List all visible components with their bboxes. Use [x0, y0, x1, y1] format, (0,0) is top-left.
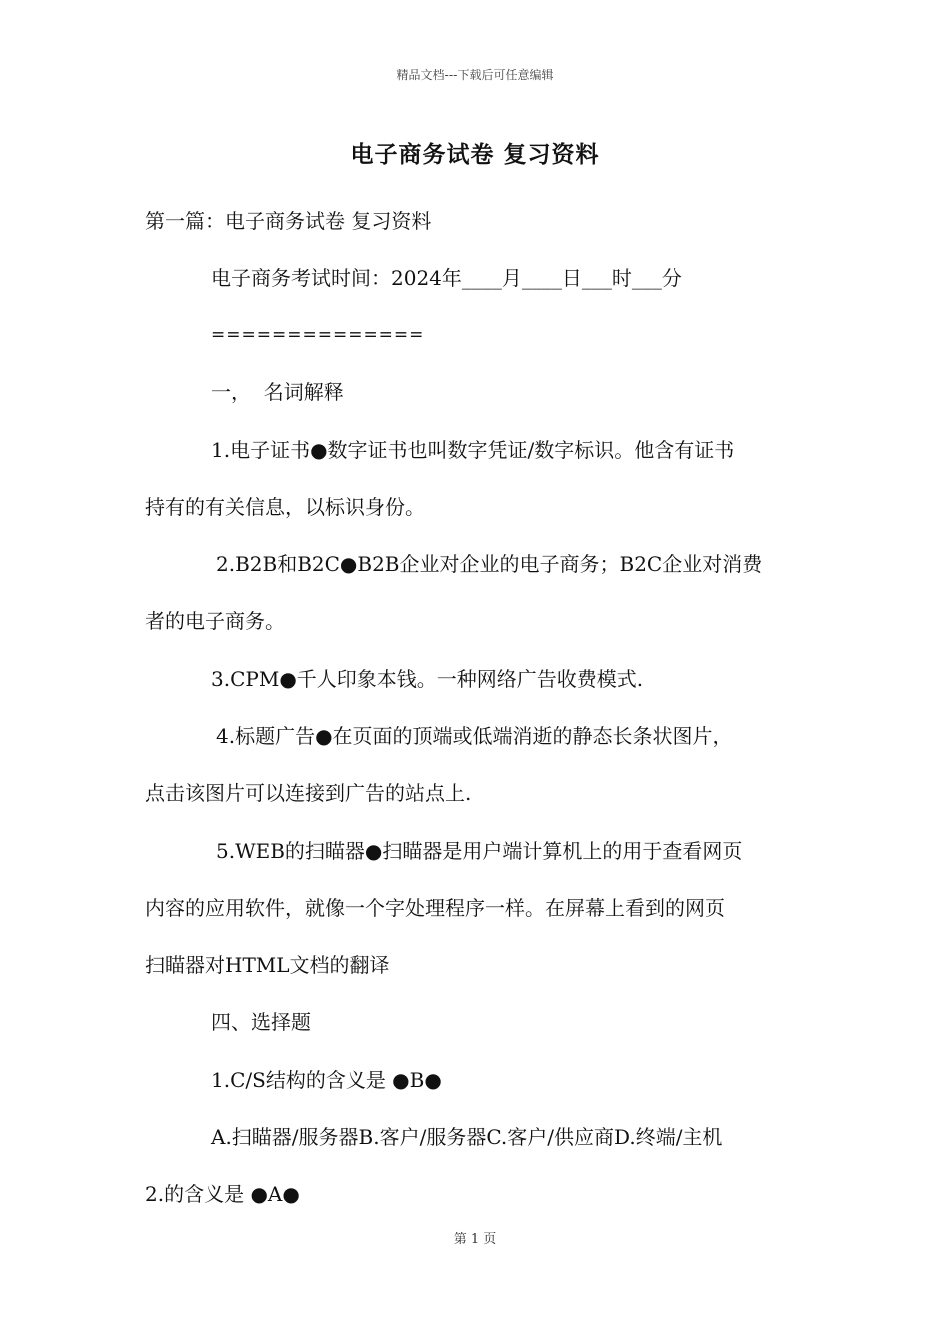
paragraph-line: 内容的应用软件，就像一个字处理程序一样。在屏幕上看到的网页 [145, 896, 725, 920]
section-heading: 第一篇：电子商务试卷 复习资料 [145, 209, 432, 233]
question-line: 1.C/S结构的含义是 ●B● [211, 1068, 442, 1092]
document-title: 电子商务试卷 复习资料 [350, 142, 600, 168]
header-note: 精品文档---下载后可任意编辑 [396, 68, 554, 82]
part-heading-terms: 一， 名词解释 [211, 380, 344, 404]
paragraph-line: 2.B2B和B2C●B2B企业对企业的电子商务；B2C企业对消费 [216, 552, 763, 576]
page-number: 第 1 页 [453, 1232, 497, 1247]
question-line: 2.的含义是 ●A● [145, 1182, 300, 1206]
exam-time-line: 电子商务考试时间：2024年____月____日___时___分 [211, 266, 682, 290]
paragraph-line: 扫瞄器对HTML文档的翻译 [145, 953, 390, 977]
paragraph-line: 者的电子商务。 [145, 609, 285, 633]
paragraph-line: 1.电子证书●数字证书也叫数字凭证/数字标识。他含有证书 [211, 438, 735, 462]
paragraph-line: 5.WEB的扫瞄器●扫瞄器是用户端计算机上的用于查看网页 [216, 839, 743, 863]
paragraph-line: 点击该图片可以连接到广告的站点上. [145, 781, 472, 805]
part-heading-choice: 四、选择题 [211, 1010, 311, 1034]
options-line: A.扫瞄器/服务器B.客户/服务器C.客户/供应商D.终端/主机 [211, 1125, 723, 1149]
paragraph-line: 4.标题广告●在页面的顶端或低端消逝的静态长条状图片， [216, 724, 733, 748]
paragraph-line: 持有的有关信息，以标识身份。 [145, 495, 425, 519]
separator-line: ============== [211, 325, 425, 345]
paragraph-line: 3.CPM●千人印象本钱。一种网络广告收费模式. [211, 667, 644, 691]
